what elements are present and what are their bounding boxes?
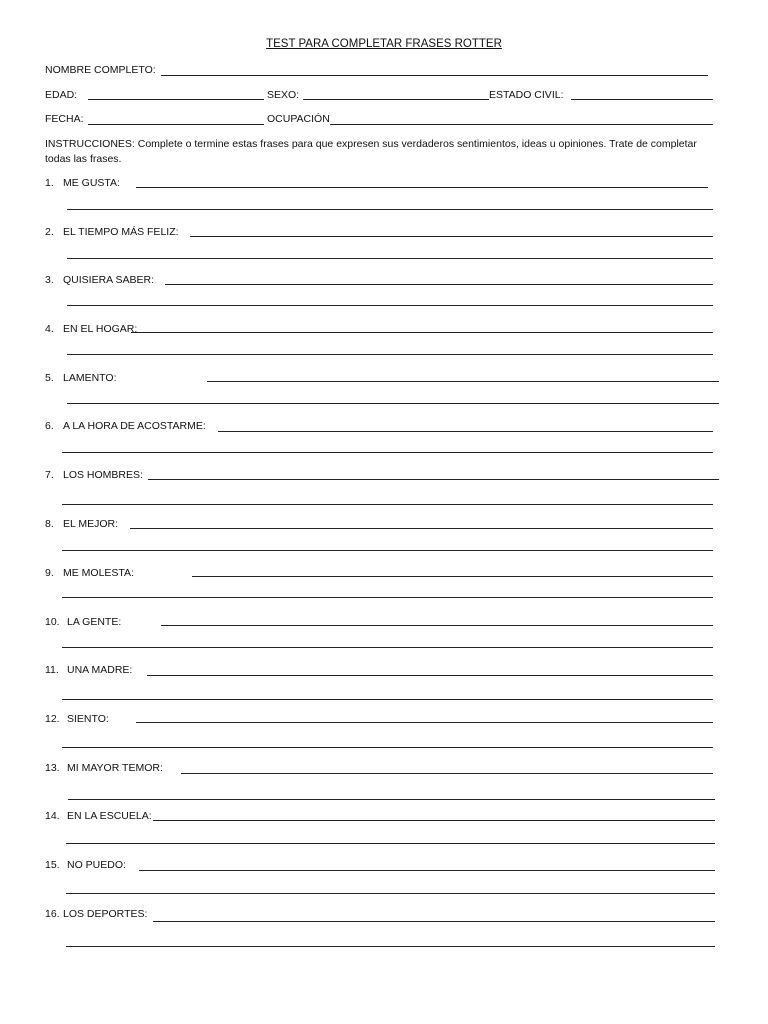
item-continuation-line[interactable] [62,747,713,748]
item-label: ME MOLESTA: [63,567,134,579]
item-continuation-line[interactable] [62,597,713,598]
item-continuation-line[interactable] [68,799,715,800]
item-number: 11. [45,664,59,676]
item-continuation-line[interactable] [62,504,713,505]
item-number: 5. [45,372,54,384]
nombre-label: NOMBRE COMPLETO: [45,64,156,76]
item-answer-line[interactable] [148,479,719,480]
item-continuation-line[interactable] [67,209,713,210]
item-number: 14. [45,810,60,822]
item-number: 2. [45,226,54,238]
item-answer-line[interactable] [161,625,713,626]
item-answer-line[interactable] [153,820,715,821]
item-label: QUISIERA SABER: [63,274,155,286]
document-title: TEST PARA COMPLETAR FRASES ROTTER [266,38,502,50]
item-number: 6. [45,420,54,432]
item-label: LOS DEPORTES: [63,908,148,920]
item-number: 13. [45,762,60,774]
item-continuation-line[interactable] [66,946,715,947]
item-number: 10. [45,616,60,628]
item-label: LA GENTE: [67,616,122,628]
item-label: EL TIEMPO MÁS FELIZ: [63,226,179,238]
edad-line[interactable] [88,99,264,100]
item-number: 1. [45,177,54,189]
item-answer-line[interactable] [130,528,713,529]
item-label: NO PUEDO: [67,859,126,871]
item-continuation-line[interactable] [67,403,719,404]
item-label: UNA MADRE: [67,664,133,676]
item-answer-line[interactable] [139,870,715,871]
item-label: EN LA ESCUELA: [67,810,152,822]
item-answer-line[interactable] [147,675,713,676]
item-continuation-line[interactable] [62,647,713,648]
item-answer-line[interactable] [218,431,713,432]
item-continuation-line[interactable] [66,893,715,894]
item-continuation-line[interactable] [67,354,713,355]
item-label: MI MAYOR TEMOR: [67,762,163,774]
item-answer-line[interactable] [136,187,708,188]
item-answer-line[interactable] [192,576,713,577]
sexo-line[interactable] [303,99,489,100]
item-continuation-line[interactable] [62,452,713,453]
fecha-line[interactable] [88,124,264,125]
item-continuation-line[interactable] [67,258,713,259]
item-label: ME GUSTA: [63,177,120,189]
item-number: 12. [45,713,60,725]
item-continuation-line[interactable] [62,550,713,551]
item-answer-line[interactable] [131,332,713,333]
edad-label: EDAD: [45,89,78,101]
item-label: SIENTO: [67,713,109,725]
ocupacion-line[interactable] [330,124,713,125]
item-label: EN EL HOGAR: [63,323,138,335]
item-number: 4. [45,323,54,335]
item-label: LOS HOMBRES: [63,469,143,481]
item-answer-line[interactable] [207,381,719,382]
nombre-line[interactable] [161,75,708,76]
estado-civil-label: ESTADO CIVIL: [489,89,564,101]
item-answer-line[interactable] [190,236,713,237]
item-number: 15. [45,859,60,871]
sexo-label: SEXO: [267,89,300,101]
ocupacion-label: OCUPACIÓN [267,113,330,125]
item-number: 16. [45,908,60,920]
fecha-label: FECHA: [45,113,84,125]
item-continuation-line[interactable] [66,843,715,844]
instructions: INSTRUCCIONES: Complete o termine estas frases para que expresen sus verdaderos sentimientos, ideas u opiniones. Trate de completar todas las frases. [45,138,697,165]
item-label: A LA HORA DE ACOSTARME: [63,420,206,432]
item-answer-line[interactable] [181,773,713,774]
item-label: LAMENTO: [63,372,117,384]
item-answer-line[interactable] [153,921,715,922]
item-number: 7. [45,469,54,481]
item-number: 9. [45,567,54,579]
item-answer-line[interactable] [136,722,713,723]
item-answer-line[interactable] [165,284,713,285]
item-continuation-line[interactable] [67,305,713,306]
estado-civil-line[interactable] [571,99,713,100]
item-number: 8. [45,518,54,530]
item-continuation-line[interactable] [62,699,713,700]
item-label: EL MEJOR: [63,518,119,530]
item-number: 3. [45,274,54,286]
